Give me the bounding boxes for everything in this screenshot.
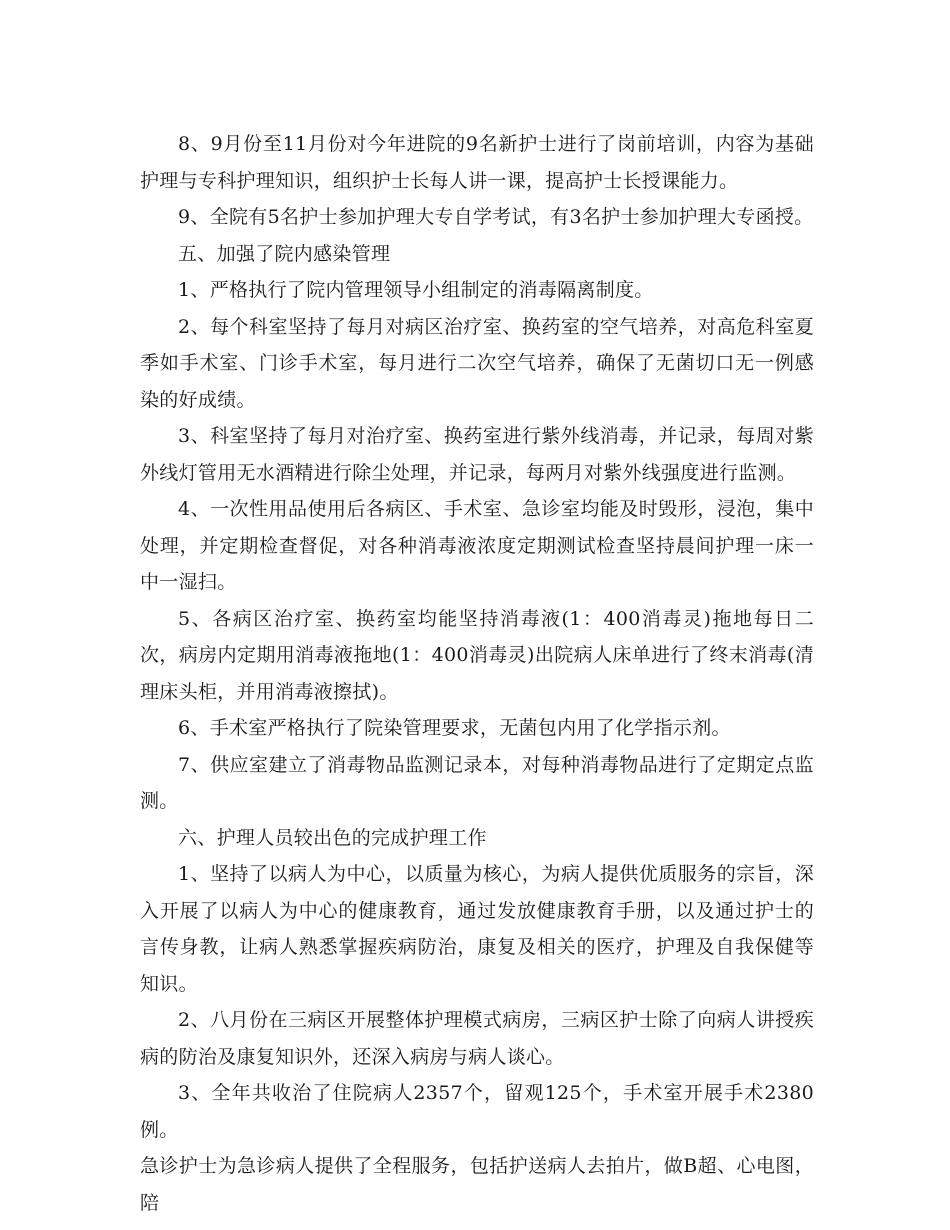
section-heading-nursing-work: 六、护理人员较出色的完成护理工作 [178, 826, 487, 849]
paragraph-supply-room: 7、供应室建立了消毒物品监测记录本，对每种消毒物品进行了定期定点监测。 [140, 753, 814, 812]
paragraph-disposables: 4、一次性用品使用后各病区、手术室、急诊室均能及时毁形，浸泡，集中处理，并定期检查督促，对各种消毒液浓度定期测试检查坚持晨间护理一床一中一湿扫。 [140, 498, 814, 593]
section-heading-infection-control: 五、加强了院内感染管理 [178, 242, 391, 265]
paragraph-operating-room: 6、手术室严格执行了院染管理要求，无菌包内用了化学指示剂。 [178, 717, 731, 739]
paragraph-floor-disinfection: 5、各病区治疗室、换药室均能坚持消毒液(1：400消毒灵)拖地每日二次，病房内定期用消毒液拖地(1：400消毒灵)出院病人床单进行了终末消毒(清理床头柜，并用消毒液擦拭)。 [140, 607, 814, 703]
paragraph-annual-stats: 3、全年共收治了住院病人2357个，留观125个，手术室开展手术2380例。 [140, 1082, 814, 1141]
paragraph-uv-disinfection: 3、科室坚持了每月对治疗室、换药室进行紫外线消毒，并记录，每周对紫外线灯管用无水酒精进行除尘处理，并记录，每两月对紫外线强度进行监测。 [140, 425, 814, 484]
paragraph-training: 8、9月份至11月份对今年进院的9名新护士进行了岗前培训，内容为基础护理与专科护理知识，组织护士长每人讲一课，提高护士长授课能力。 [140, 133, 814, 192]
paragraph-exams: 9、全院有5名护士参加护理大专自学考试，有3名护士参加护理大专函授。 [178, 206, 814, 228]
paragraph-holistic-care: 2、八月份在三病区开展整体护理模式病房，三病区护士除了向病人讲授疾病的防治及康复知识外，还深入病房与病人谈心。 [140, 1009, 814, 1068]
paragraph-emergency-service: 急诊护士为急诊病人提供了全程服务，包括护送病人去拍片，做B超、心电图，陪 [140, 1155, 814, 1214]
paragraph-isolation-policy: 1、严格执行了院内管理领导小组制定的消毒隔离制度。 [178, 279, 654, 301]
paragraph-air-culture: 2、每个科室坚持了每月对病区治疗室、换药室的空气培养，对高危科室夏季如手术室、门诊手术室，每月进行二次空气培养，确保了无菌切口无一例感染的好成绩。 [140, 315, 814, 411]
paragraph-patient-centered: 1、坚持了以病人为中心，以质量为核心，为病人提供优质服务的宗旨，深入开展了以病人为中心的健康教育，通过发放健康教育手册，以及通过护士的言传身教，让病人熟悉掌握疾病防治，康复及相关的医疗，护理及自我保健等知识。 [140, 863, 814, 995]
